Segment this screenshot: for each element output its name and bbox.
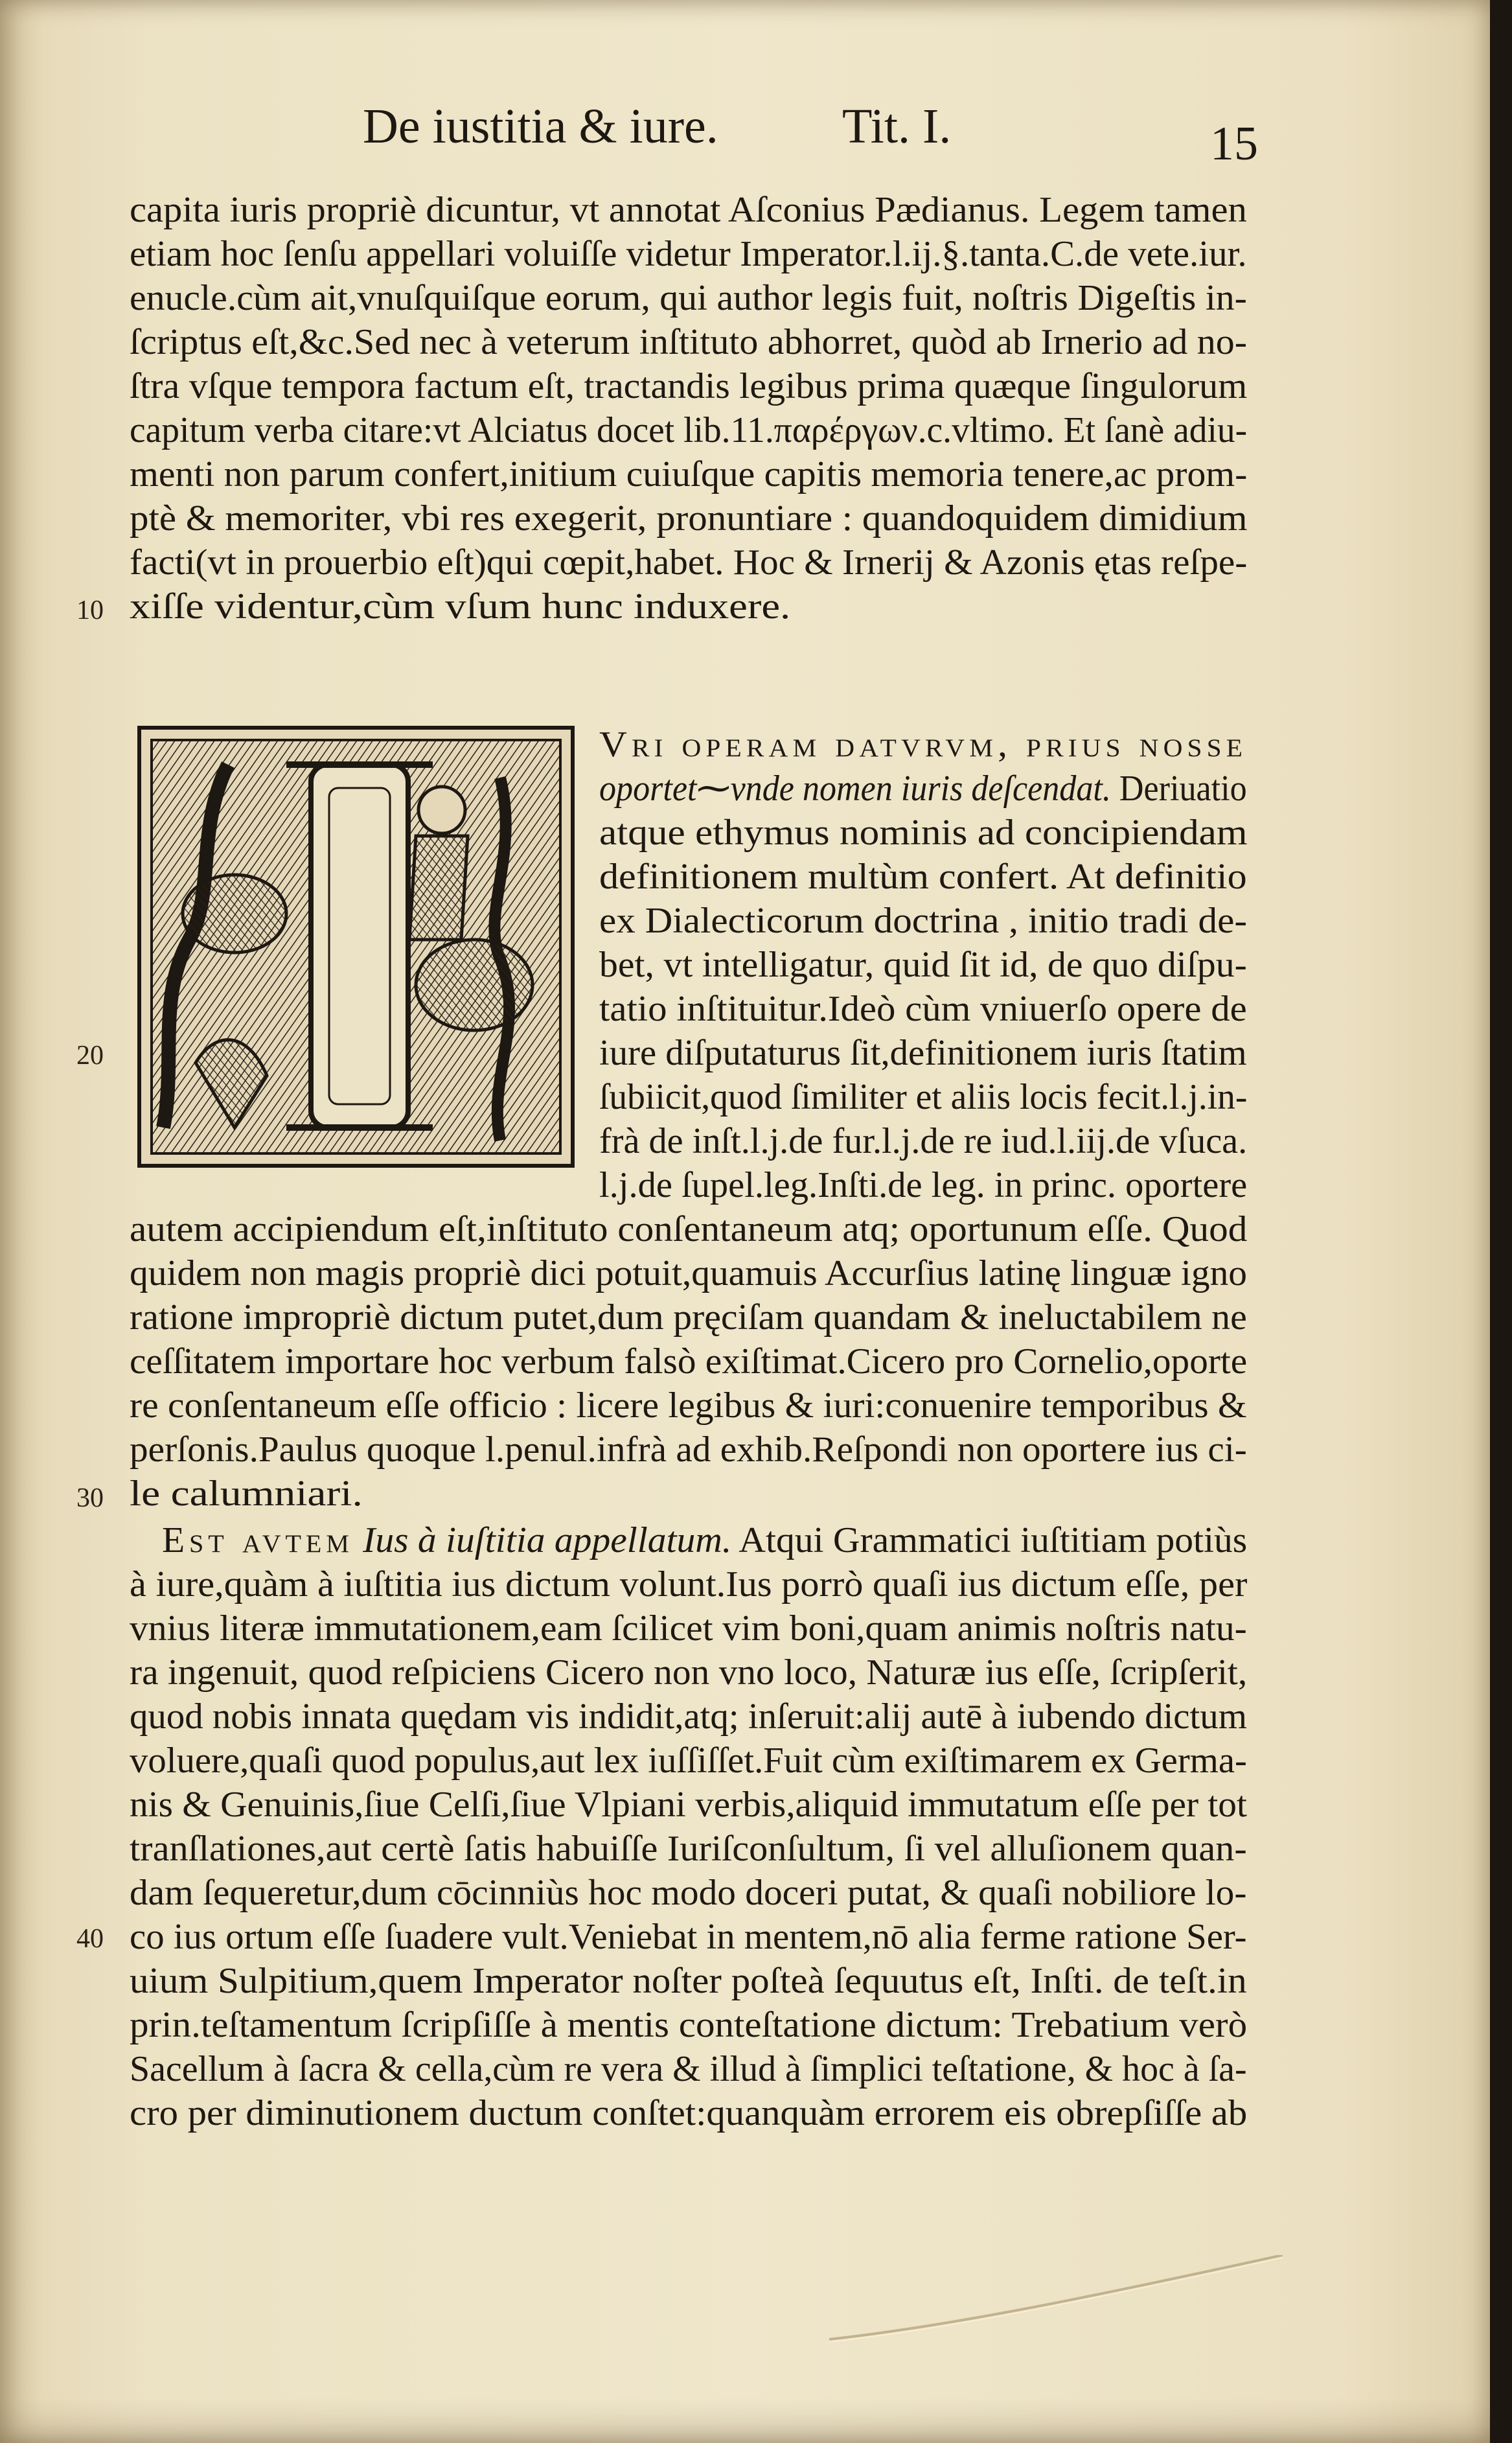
text-line: Sacellum à ſacra & cella,cùm re vera & illud à ſimplici teſtatione, & hoc à ſa- — [130, 2049, 1247, 2089]
text-line: frà de inſt.l.j.de fur.l.j.de re iud.l.iij.de vſuca. — [599, 1121, 1248, 1161]
text-line — [162, 1518, 1247, 1562]
text-line: etiam hoc ſenſu appellari voluiſſe videtur Imperator.l.ij.§.tanta.C.de vete.iur. — [130, 234, 1247, 274]
text-line: l.j.de ſupel.leg.Inſti.de leg. in princ. oportere — [599, 1165, 1248, 1205]
text-line: uium Sulpitium,quem Imperator noſter poſteà ſequutus eſt, Inſti. de teſt.in — [130, 1961, 1247, 2001]
page-number: 15 — [1210, 117, 1258, 170]
text-line: dam ſequeretur,dum cōcinniùs hoc modo doceri putat, & quaſi nobiliore lo- — [130, 1873, 1247, 1913]
text-line: ſubiicit,quod ſimiliter et aliis locis fecit.l.j.in- — [599, 1077, 1248, 1117]
opening-italic: oportet⁓vnde nomen iuris deſcendat. — [599, 769, 1111, 809]
running-title: De iustitia & iure. — [363, 99, 718, 154]
text-line: co ius ortum eſſe ſuadere vult.Veniebat in mentem,nō alia ferme ratione Ser- — [130, 1917, 1247, 1957]
page-bottom-shading — [0, 2398, 1490, 2443]
text-line: facti(vt in prouerbio eſt)qui cœpit,habet. Hoc & Irnerij & Azonis ętas reſpe- — [130, 542, 1248, 583]
text-line: ratione impropriè dictum putet,dum pręciſam quandam & ineluctabilem ne — [130, 1297, 1247, 1337]
text-line: iure diſputaturus ſit,definitionem iuris ſtatim — [599, 1033, 1247, 1073]
text-line: voluere,quaſi quod populus,aut lex iuſſiſſet.Fuit cùm exiſtimarem ex Germa- — [130, 1741, 1247, 1781]
line-number: 40 — [76, 1924, 104, 1954]
text-line — [599, 767, 1247, 811]
text-line: quod nobis innata quędam vis indidit,atq; inſeruit:alij autē à iubendo dictum — [130, 1696, 1247, 1737]
woodcut-initial-art — [137, 726, 575, 1168]
opening-caps: Est avtem — [162, 1520, 354, 1560]
text-line: à iure,quàm à iuſtitia ius dictum volunt.Ius porrò quaſi ius dictum eſſe, per — [130, 1564, 1248, 1604]
opening-caps: Vri operam datvrvm, prius nosse — [599, 724, 1248, 765]
paper-crease — [829, 2255, 1283, 2346]
text-line — [599, 723, 1247, 767]
text-line: ptè & memoriter, vbi res exegerit, pronuntiare : quandoquidem dimidium — [130, 498, 1248, 538]
text-line: enucle.cùm ait,vnuſquiſque eorum, qui author legis fuit, noſtris Digeſtis in- — [130, 278, 1247, 318]
line-number: 10 — [76, 596, 104, 625]
text-line: xiſſe videntur,cùm vſum hunc induxere. — [130, 586, 791, 627]
text-line: vnius literæ immutationem,eam ſcilicet vim boni,quam animis noſtris natu- — [130, 1608, 1247, 1649]
text-line: capitum verba citare:vt Alciatus docet lib.11.παρέργων.c.vltimo. Et ſanè adiu- — [130, 410, 1248, 450]
text-line: ſtra vſque tempora factum eſt, tractandis legibus prima quæque ſingulorum — [130, 366, 1248, 406]
running-head — [350, 98, 1257, 163]
text-line: capita iuris propriè dicuntur, vt annotat Aſconius Pædianus. Legem tamen — [130, 190, 1247, 230]
text-line: definitionem multùm confert. At definitio — [599, 857, 1247, 897]
opening-roman: Deriuatio — [1119, 769, 1247, 809]
text-line: tatio inſtituitur.Ideò cùm vniuerſo opere de — [599, 989, 1247, 1029]
running-section: Tit. I. — [842, 99, 952, 154]
text-line: le calumniari. — [130, 1474, 363, 1514]
text-line: bet, vt intelligatur, quid ſit id, de quo diſpu- — [599, 945, 1247, 985]
text-line: cro per diminutionem ductum conſtet:quanquàm errorem eis obrepſiſſe ab — [130, 2093, 1248, 2133]
opening-italic: Ius à iuſtitia appellatum. — [363, 1520, 732, 1560]
line-number: 20 — [76, 1041, 104, 1071]
text-line: perſonis.Paulus quoque l.penul.infrà ad exhib.Reſpondi non oportere ius ci- — [130, 1430, 1247, 1470]
woodcut-initial — [137, 726, 575, 1168]
line-number: 30 — [76, 1483, 104, 1513]
text-line: ra ingenuit, quod reſpiciens Cicero non vno loco, Naturæ ius eſſe, ſcripſerit, — [130, 1652, 1248, 1693]
text-line: nis & Genuinis,ſiue Celſi,ſiue Vlpiani verbis,aliquid immutatum eſſe per tot — [130, 1785, 1247, 1825]
text-line: ceſſitatem importare hoc verbum falsò exiſtimat.Cicero pro Cornelio,oporte — [130, 1341, 1248, 1382]
text-line: prin.teſtamentum ſcripſiſſe à mentis conteſtatione dictum: Trebatium verò — [130, 2005, 1248, 2045]
opening-roman: Atqui Grammatici iuſtitiam potiùs — [739, 1520, 1248, 1560]
text-line: ex Dialecticorum doctrina , initio tradi de- — [599, 901, 1248, 941]
text-line: tranſlationes,aut certè ſatis habuiſſe Iuriſconſultum, ſi vel alluſionem quan- — [130, 1829, 1247, 1869]
text-line: quidem non magis propriè dici potuit,quamuis Accurſius latinę linguæ igno — [130, 1253, 1247, 1293]
text-line: re conſentaneum eſſe officio : licere legibus & iuri:conuenire temporibus & — [130, 1385, 1247, 1426]
text-line: ſcriptus eſt,&c.Sed nec à veterum inſtituto abhorret, quòd ab Irnerio ad no- — [130, 322, 1248, 362]
text-line: menti non parum confert,initium cuiuſque capitis memoria tenere,ac prom- — [130, 454, 1248, 494]
text-line: atque ethymus nominis ad concipiendam — [599, 813, 1248, 853]
text-line: autem accipiendum eſt,inſtituto conſentaneum atq; oportunum eſſe. Quod — [130, 1209, 1248, 1249]
